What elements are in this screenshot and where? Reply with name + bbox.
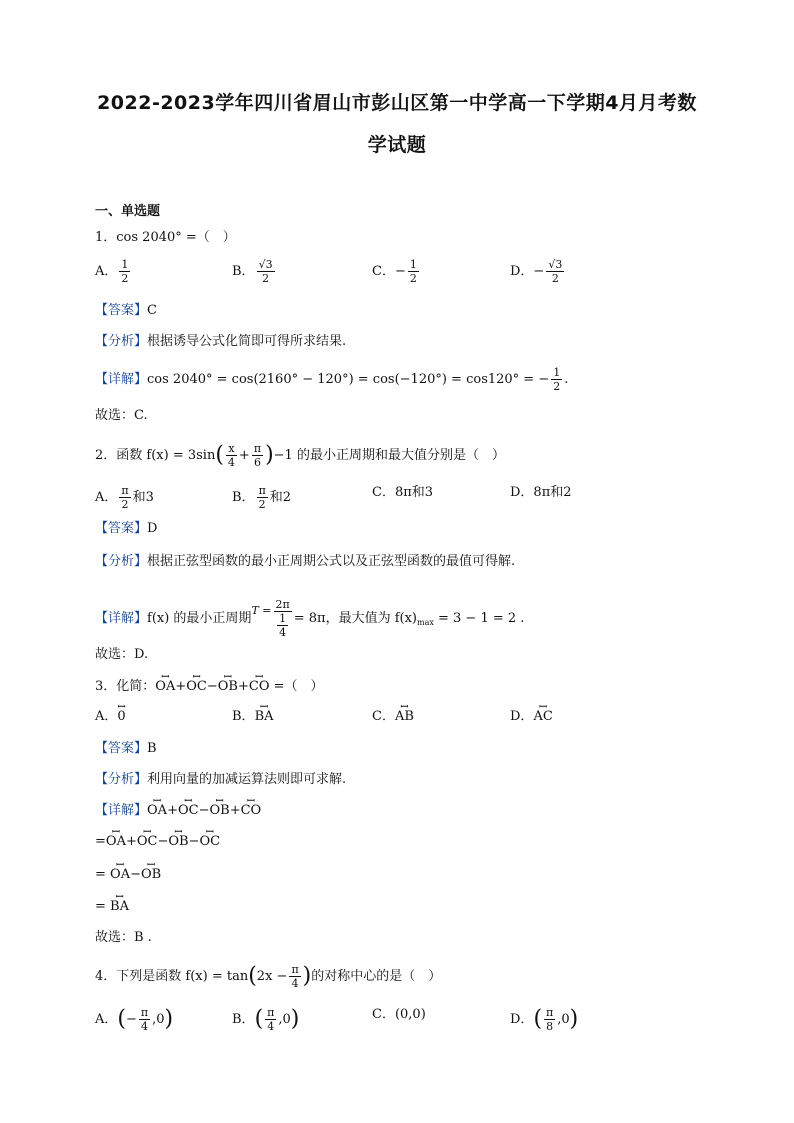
q4-option-c: C．(0,0) <box>372 1007 426 1022</box>
fraction: $\frac{√3}{2}$ <box>258 258 273 285</box>
section-heading: 一、单选题 <box>95 204 161 219</box>
option-label: A． <box>95 264 118 279</box>
q1-choice: 故选：C. <box>95 408 148 423</box>
q2-stem: 2．函数 f(x) = 3sin( $\frac{x}{4}$ + $\frac{\pi}{6}$ )−1 的最小正周期和最大值分别是（ ） <box>95 442 505 469</box>
option-label: B． <box>232 264 255 279</box>
fraction: $\frac{√3}{2}$ <box>548 258 563 285</box>
q2-analysis: 【分析】根据正弦型函数的最小正周期公式以及正弦型函数的最值可得解. <box>95 554 516 569</box>
fraction: $\frac{\pi}{4}$ <box>140 1006 149 1033</box>
fraction: $\frac{\pi}{2}$ <box>121 484 129 511</box>
q3-option-b: B．ꟷ BA <box>232 708 274 726</box>
q2-option-c: C．8π和3 <box>372 485 434 500</box>
q1-answer <box>95 302 157 320</box>
q4-option-d: D．( $\frac{\pi}{8}$ ,0) <box>510 1006 579 1033</box>
q3-option-c: C．ꟷ AB <box>372 708 414 726</box>
fraction: $\frac{\pi}{4}$ <box>291 963 299 990</box>
fraction: $\frac{\pi}{4}$ <box>267 1006 275 1033</box>
q2-detail: 【详解】f(x) 的最小正周期$^{T =}$ $\frac{2\pi}{\frac{1}{4}}$ = 8π，最大值为 $f(x)_{max} = 3 - 1 = 2$ . <box>95 598 525 639</box>
q1-option-c <box>372 258 421 285</box>
q4-option-a: A．(− $\frac{\pi}{4}$ ,0) <box>95 1006 174 1033</box>
page-title: 2022-2023学年四川省眉山市彭山区第一中学高一下学期4月月考数 <box>97 92 697 114</box>
q2-option-a: A． $\frac{\pi}{2}$ 和3 <box>95 484 154 511</box>
q1-stem: 1．cos 2040° =（ ） <box>95 230 236 245</box>
q3-option-a: A．ꟷ 0 <box>95 708 126 726</box>
q3-option-d: D．ꟷ AC <box>510 708 553 726</box>
q4-stem: 4．下列是函数 f(x) = tan(2x − $\frac{\pi}{4}$ )的对称中心的是（ ） <box>95 963 442 990</box>
option-label: D．− <box>510 264 545 279</box>
q3-choice: 故选：B . <box>95 930 152 945</box>
option-label: C．− <box>372 264 406 279</box>
q2-option-b: B． $\frac{\pi}{2}$ 和2 <box>232 484 292 511</box>
q2-answer: 【答案】D <box>95 521 158 536</box>
detail-text: cos 2040° = cos(2160° − 120°) = cos(−120°) = cos120° = − <box>147 372 550 387</box>
analysis-tag: 【分析】 <box>95 334 148 349</box>
q3-detail-step4: = ꟷ BA <box>95 898 129 916</box>
fraction: $\frac{\pi}{2}$ <box>258 484 266 511</box>
q1-analysis <box>95 333 346 351</box>
q2-option-d: D．8π和2 <box>510 485 572 500</box>
fraction: $\frac{\pi}{6}$ <box>253 442 262 469</box>
q3-analysis: 【分析】利用向量的加减运算法则即可求解. <box>95 772 347 787</box>
q4-option-b: B．( $\frac{\pi}{4}$ ,0) <box>232 1006 300 1033</box>
q3-answer: 【答案】B <box>95 741 157 756</box>
q3-detail-step1: 【详解】ꟷ OA+ꟷ OC−ꟷ OB+ꟷ CO <box>95 802 261 820</box>
analysis-text: 根据诱导公式化简即可得所求结果. <box>147 334 347 349</box>
q1-detail: 【详解】cos 2040° = cos(2160° − 120°) = cos(−120°) = cos120° = − $\frac{1}{2}$ . <box>95 366 569 393</box>
q3-detail-step2: =ꟷ OA+ꟷ OC−ꟷ OB−ꟷ OC <box>95 833 220 851</box>
fraction: $\frac{1}{2}$ <box>553 366 561 393</box>
fraction: $\frac{1}{2}$ <box>121 258 129 285</box>
detail-tag: 【详解】 <box>95 372 148 387</box>
fraction: $\frac{x}{4}$ <box>227 442 235 469</box>
fraction: $\frac{1}{2}$ <box>409 258 417 285</box>
q3-detail-step3: = ꟷ OA−ꟷ OB <box>95 866 161 884</box>
answer-value: C <box>147 303 157 318</box>
q1-option-d <box>510 258 566 285</box>
fraction: $\frac{2\pi}{\frac{1}{4}}$ <box>275 598 290 639</box>
q3-stem: 3．化简：ꟷ OA+ꟷ OC−ꟷ OB+ꟷ CO =（ ） <box>95 678 324 696</box>
fraction: $\frac{\pi}{8}$ <box>546 1006 554 1033</box>
answer-tag: 【答案】 <box>95 303 148 318</box>
page-title-continued: 学试题 <box>367 134 427 156</box>
q1-option-a <box>95 258 132 285</box>
q1-option-b <box>232 258 277 285</box>
q2-choice: 故选：D. <box>95 647 149 662</box>
